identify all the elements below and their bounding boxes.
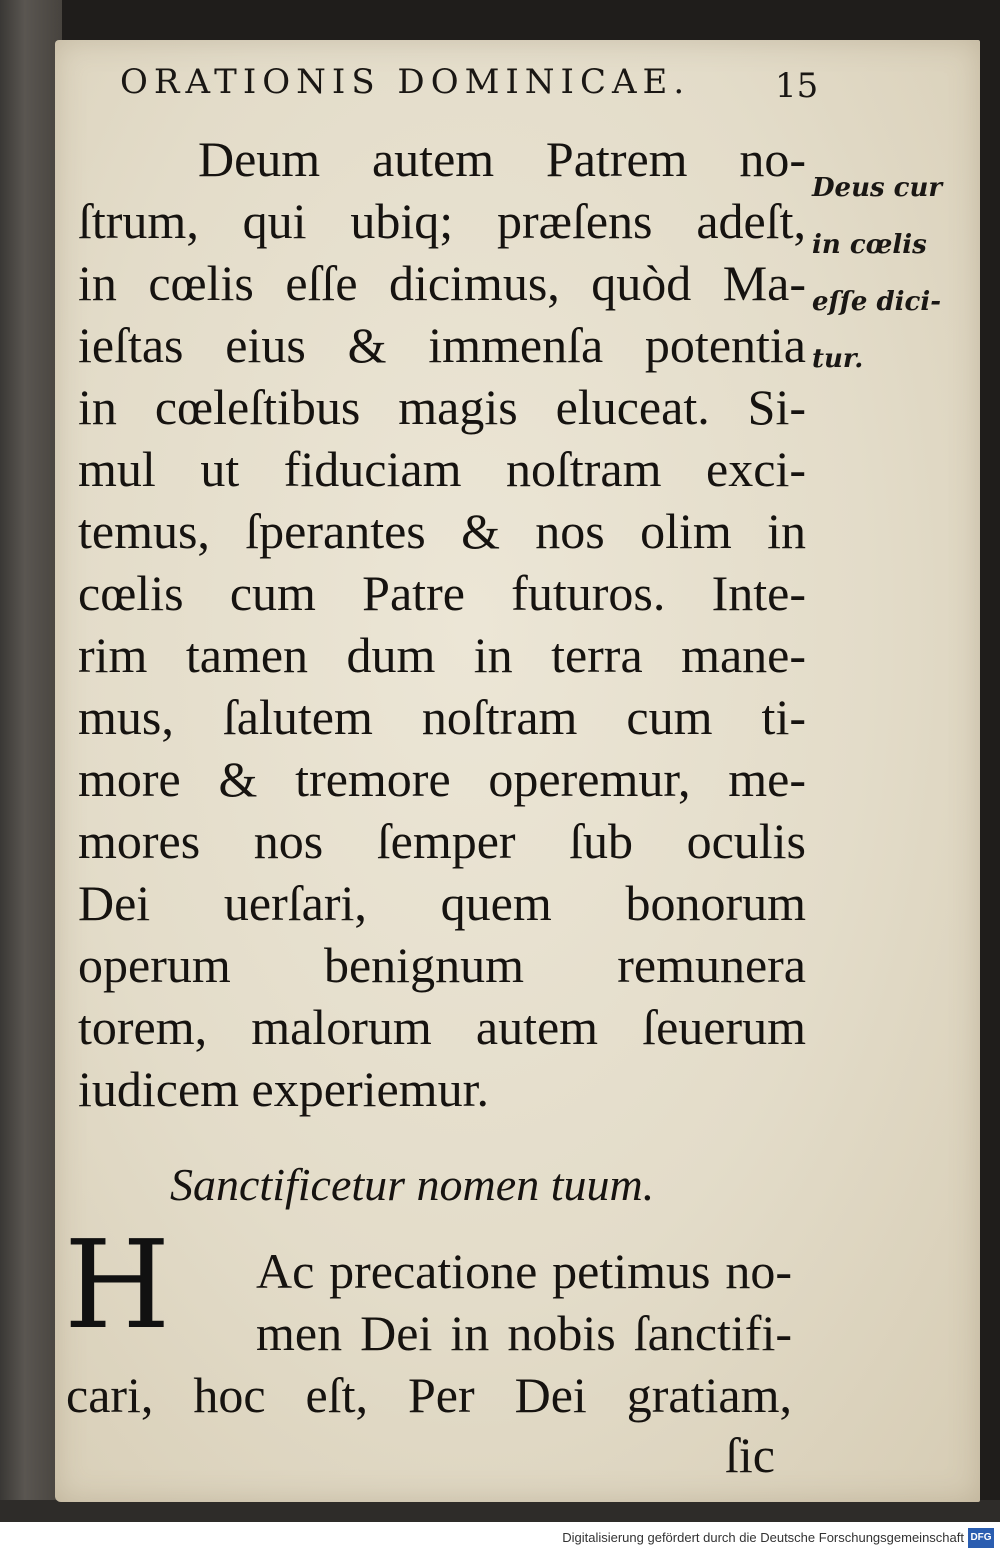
marginal-note-line: in cœlis	[812, 230, 927, 260]
text-line: ieſtas eius & immenſa potentia	[78, 317, 806, 373]
funding-credit: Digitalisierung gefördert durch die Deutsche Forschungsgemeinschaft	[562, 1530, 964, 1545]
text-line: torem, malorum autem ſeuerum	[78, 999, 806, 1055]
book-cover-edge	[0, 0, 62, 1520]
dfg-logo: DFG	[968, 1528, 994, 1548]
text-line: cari, hoc eſt, Per Dei gratiam,	[66, 1367, 792, 1423]
marginal-note	[812, 160, 972, 388]
text-line: Deum autem Patrem no-	[198, 131, 806, 187]
text-line: rim tamen dum in terra mane-	[78, 627, 806, 683]
book-cover-bottom-edge	[0, 1500, 1000, 1522]
page-number: 15	[775, 66, 819, 106]
text-line: mul ut fiduciam noſtram exci-	[78, 441, 806, 497]
text-line: ſtrum, qui ubiq; præſens adeſt,	[78, 193, 806, 249]
marginal-note-line: Deus cur	[812, 173, 943, 203]
text-line: in cœlis eſſe dicimus, quòd Ma-	[78, 255, 806, 311]
text-line: men Dei in nobis ſanctifi-	[256, 1305, 792, 1361]
catchword: ſic	[725, 1427, 775, 1483]
text-line: temus, ſperantes & nos olim in	[78, 503, 806, 559]
marginal-note-line: tur.	[812, 344, 864, 374]
text-line: operum benignum remunera	[78, 937, 806, 993]
section-heading: Sanctificetur nomen tuum.	[170, 1159, 655, 1210]
text-line: iudicem experiemur.	[78, 1061, 489, 1117]
text-line: cœlis cum Patre futuros. Inte-	[78, 565, 806, 621]
marginal-note-line: eſſe dici-	[812, 287, 942, 317]
text-line: Ac precatione petimus no-	[256, 1243, 792, 1299]
text-line: mores nos ſemper ſub oculis	[78, 813, 806, 869]
paragraph-1	[78, 128, 806, 1120]
paragraph-2	[66, 1240, 792, 1426]
text-line: more & tremore operemur, me-	[78, 751, 806, 807]
text-line: in cœleſtibus magis eluceat. Si-	[78, 379, 806, 435]
text-line: mus, ſalutem noſtram cum ti-	[78, 689, 806, 745]
text-line: Dei uerſari, quem bonorum	[78, 875, 806, 931]
running-head: ORATIONIS DOMINICAE.	[120, 62, 691, 102]
footer-bar	[0, 1522, 1000, 1559]
drop-cap-initial: H	[64, 1214, 171, 1356]
